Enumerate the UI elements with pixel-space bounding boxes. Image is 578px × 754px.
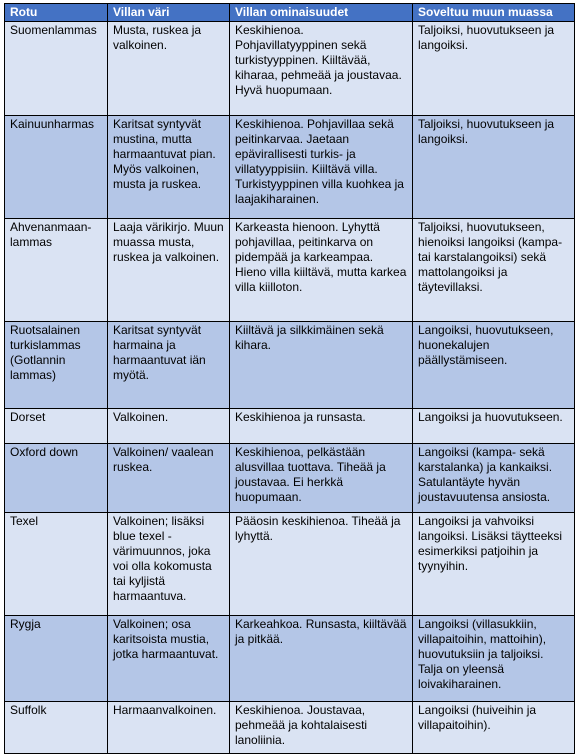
cell-suitable-uses: Langoiksi ja huovutukseen. [413,409,575,444]
cell-wool-color: Valkoinen; osa karitsoista mustia, jotka harmaantuvat. [108,616,230,702]
header-breed: Rotu [5,4,108,22]
cell-suitable-uses: Taljoiksi, huovutukseen, hienoiksi langoiksi (kampa- tai karstalangoiksi) sekä mattolangoiksi ja täytevillaksi. [413,219,575,322]
table-header-row [5,4,575,22]
cell-suitable-uses: Langoiksi (kampa- sekä karstalanka) ja kankaiksi. Satulantäyte hyvän joustavuutensa ansiosta. [413,444,575,513]
cell-wool-properties: Pääosin keskihienoa. Tiheää ja lyhyttä. [230,513,413,616]
header-wool-color: Villan väri [108,4,230,22]
table-row [5,116,575,219]
cell-breed: Ruotsalainen turkislammas (Gotlannin lammas) [5,322,108,409]
cell-wool-color: Karitsat syntyvät mustina, mutta harmaantuvat pian. Myös valkoinen, musta ja ruskea. [108,116,230,219]
header-wool-properties: Villan ominaisuudet [230,4,413,22]
cell-suitable-uses: Taljoiksi, huovutukseen ja langoiksi. [413,116,575,219]
cell-suitable-uses: Langoiksi ja vahvoiksi langoiksi. Lisäksi täytteeksi esimerkiksi patjoihin ja tyynyihin. [413,513,575,616]
cell-wool-color: Laaja värikirjo. Muun muassa musta, ruskea ja valkoinen. [108,219,230,322]
table-row [5,409,575,444]
cell-wool-color: Harmaanvalkoinen. [108,702,230,754]
cell-wool-properties: Keskihienoa. Pohjavillaa sekä peitinkarvaa. Jaetaan epävirallisesti turkis- ja villatyyppisiin. Kiiltävä villa. Turkistyyppinen villa kuohkea ja laajakiharainen. [230,116,413,219]
cell-breed: Dorset [5,409,108,444]
sheep-wool-table [4,3,575,754]
cell-breed: Kainuunharmas [5,116,108,219]
header-suitable-uses: Soveltuu muun muassa [413,4,575,22]
cell-wool-color: Valkoinen. [108,409,230,444]
cell-wool-color: Valkoinen; lisäksi blue texel -värimuunnos, joka voi olla kokomusta tai kyljistä harmaantuva. [108,513,230,616]
cell-breed: Ahvenanmaan-lammas [5,219,108,322]
cell-wool-color: Valkoinen/ vaalean ruskea. [108,444,230,513]
cell-suitable-uses: Langoiksi, huovutukseen, huonekalujen päällystämiseen. [413,322,575,409]
cell-wool-properties: Keskihienoa. Joustavaa, pehmeää ja kohtalaisesti lanoliinia. [230,702,413,754]
cell-breed: Suffolk [5,702,108,754]
cell-breed: Texel [5,513,108,616]
cell-suitable-uses: Langoiksi (villasukkiin, villapaitoihin, mattoihin), huovutuksiin ja taljoiksi. Talja on yleensä loivakiharainen. [413,616,575,702]
cell-wool-properties: Keskihienoa, pelkästään alusvillaa tuottava. Tiheää ja joustavaa. Ei herkkä huopumaan. [230,444,413,513]
cell-wool-color: Musta, ruskea ja valkoinen. [108,22,230,116]
cell-wool-properties: Keskihienoa ja runsasta. [230,409,413,444]
cell-wool-properties: Kiiltävä ja silkkimäinen sekä kihara. [230,322,413,409]
table-row [5,513,575,616]
table-row [5,322,575,409]
table-row [5,22,575,116]
cell-wool-color: Karitsat syntyvät harmaina ja harmaantuvat iän myötä. [108,322,230,409]
cell-wool-properties: Karkeasta hienoon. Lyhyttä pohjavillaa, peitinkarva on pidempää ja karkeampaa. Hieno villa kiiltävä, mutta karkea villa kiilloton. [230,219,413,322]
table-row [5,616,575,702]
cell-breed: Suomenlammas [5,22,108,116]
cell-suitable-uses: Langoiksi (huiveihin ja villapaitoihin). [413,702,575,754]
cell-breed: Rygja [5,616,108,702]
table-row [5,219,575,322]
table-row [5,702,575,754]
table-row [5,444,575,513]
cell-wool-properties: Keskihienoa. Pohjavillatyyppinen sekä turkistyyppinen. Kiiltävää, kiharaa, pehmeää ja joustavaa. Hyvä huopumaan. [230,22,413,116]
cell-suitable-uses: Taljoiksi, huovutukseen ja langoiksi. [413,22,575,116]
cell-wool-properties: Karkeahkoa. Runsasta, kiiltävää ja pitkää. [230,616,413,702]
cell-breed: Oxford down [5,444,108,513]
